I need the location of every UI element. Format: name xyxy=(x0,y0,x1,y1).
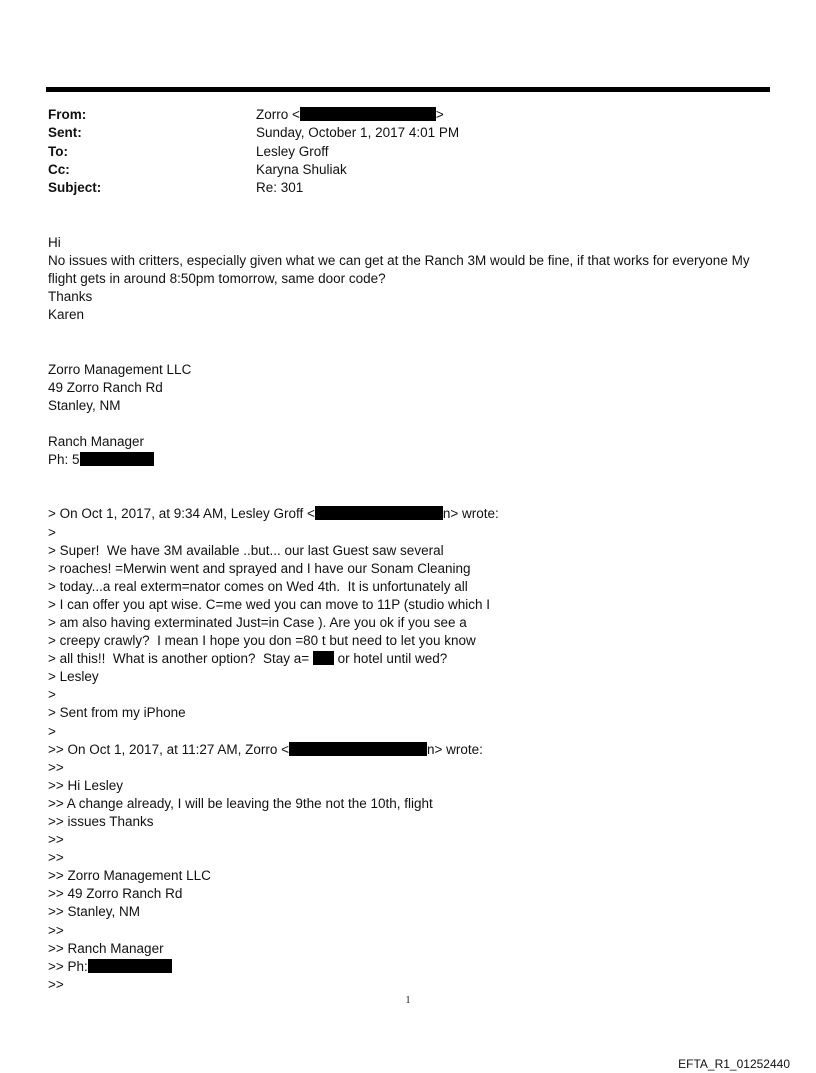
cc-row xyxy=(48,161,459,179)
email-body xyxy=(48,234,763,994)
body-line: Hi xyxy=(48,235,61,250)
body-line: >> On Oct 1, 2017, at 11:27 AM, Zorro < n> wrote: xyxy=(48,741,483,757)
body-line: Karen xyxy=(48,307,85,323)
body-line: >> xyxy=(48,922,64,938)
email-header xyxy=(48,106,459,197)
body-line: >> xyxy=(48,832,64,848)
to-label: To: xyxy=(48,143,68,159)
body-line xyxy=(48,415,763,433)
body-line: Stanley, NM xyxy=(48,397,121,413)
body-line xyxy=(48,487,763,505)
body-line: flight gets in around 8:50pm tomorrow, same door code? xyxy=(48,271,386,287)
body-line: Ranch Manager xyxy=(48,434,145,450)
body-line: >> xyxy=(48,759,64,775)
body-line: >> 49 Zorro Ranch Rd xyxy=(48,886,183,902)
from-row xyxy=(48,106,459,124)
header-divider xyxy=(46,87,770,92)
redaction-box xyxy=(289,742,427,756)
body-line: >> Zorro Management LLC xyxy=(48,868,211,884)
redaction-box xyxy=(80,452,154,466)
body-line: > Lesley xyxy=(48,669,99,685)
body-line: > Super! We have 3M available ..but... our last Guest saw several xyxy=(48,542,444,558)
body-line: > xyxy=(48,524,56,540)
body-line: > am also having exterminated Just=in Case ). Are you ok if you see a xyxy=(48,614,467,630)
body-line: > today...a real exterm=nator comes on Wed 4th. It is unfortunately all xyxy=(48,578,468,594)
from-value: Zorro < > xyxy=(256,107,444,122)
body-line: >> issues Thanks xyxy=(48,814,154,829)
body-line: > roaches! =Merwin went and sprayed and I have our Sonam Cleaning xyxy=(48,560,471,576)
body-line: > xyxy=(48,687,56,703)
body-line: 49 Zorro Ranch Rd xyxy=(48,379,163,395)
body-line: > all this!! What is another option? Stay a= or hotel until wed? xyxy=(48,651,448,667)
redaction-box xyxy=(315,506,443,520)
redaction-box xyxy=(88,959,172,973)
subject-row xyxy=(48,179,459,197)
subject-value: Re: 301 xyxy=(256,180,304,196)
body-line: >> Stanley, NM xyxy=(48,904,141,920)
body-line: Thanks xyxy=(48,289,93,305)
body-line: >> Hi Lesley xyxy=(48,777,124,793)
bates-number: EFTA_R1_01252440 xyxy=(678,1057,790,1071)
body-line: > On Oct 1, 2017, at 9:34 AM, Lesley Groff < n> wrote: xyxy=(48,506,499,522)
cc-label: Cc: xyxy=(48,161,70,177)
body-line: >> xyxy=(48,976,64,992)
body-line: > creepy crawly? I mean I hope you don =80 t but need to let you know xyxy=(48,633,476,649)
body-line: No issues with critters, especially given what we can get at the Ranch 3M would be fine, if that works for everyone My xyxy=(48,253,750,269)
body-line: >> Ranch Manager xyxy=(48,940,164,956)
body-line xyxy=(48,343,763,361)
sent-row xyxy=(48,124,459,142)
body-line xyxy=(48,324,763,342)
to-row xyxy=(48,143,459,161)
to-value: Lesley Groff xyxy=(256,143,329,159)
body-line: Zorro Management LLC xyxy=(48,361,192,377)
redaction-box xyxy=(313,651,334,665)
body-line: Ph: 5 xyxy=(48,451,763,469)
body-line: >> xyxy=(48,850,64,866)
body-line: >> A change already, I will be leaving the 9the not the 10th, flight xyxy=(48,795,433,811)
body-line: > xyxy=(48,723,56,739)
body-line: > Sent from my iPhone xyxy=(48,705,186,721)
from-label: From: xyxy=(48,107,87,122)
sent-label: Sent: xyxy=(48,125,82,141)
subject-label: Subject: xyxy=(48,180,102,196)
page-number: 1 xyxy=(405,995,411,1006)
body-line xyxy=(48,469,763,487)
body-line: >> Ph: xyxy=(48,958,763,976)
cc-value: Karyna Shuliak xyxy=(256,161,347,177)
body-line: > I can offer you apt wise. C=me wed you can move to 11P (studio which I xyxy=(48,596,490,612)
sent-value: Sunday, October 1, 2017 4:01 PM xyxy=(256,125,460,141)
redaction-box xyxy=(300,107,436,121)
